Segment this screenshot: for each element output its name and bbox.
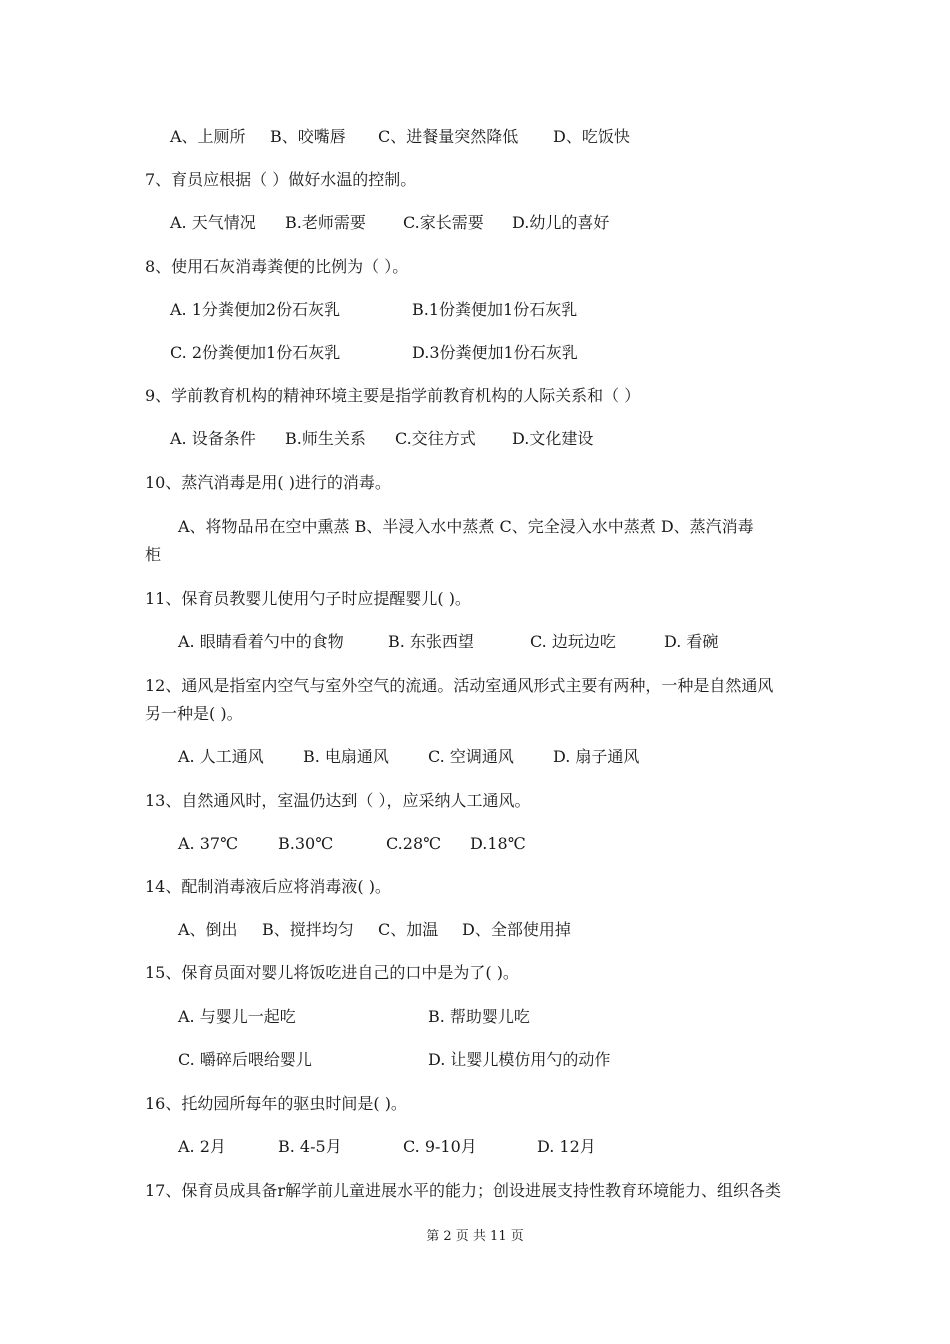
q8-option-d: D.3份粪便加1份石灰乳 <box>412 343 578 362</box>
q12-option-d: D. 扇子通风 <box>553 747 640 766</box>
q10-options-line2: 柜 <box>145 545 162 564</box>
q16-option-b: B. 4-5月 <box>278 1137 342 1156</box>
q7-option-b: B.老师需要 <box>285 213 366 232</box>
q13-option-c: C.28℃ <box>386 834 442 853</box>
page-number-footer: 第 2 页 共 11 页 <box>426 1229 524 1244</box>
q10-options-line1: A、将物品吊在空中熏蒸 B、半浸入水中蒸煮 C、完全浸入水中蒸煮 D、蒸汽消毒 <box>178 517 754 536</box>
q12-question-line2: 另一种是( )。 <box>145 704 243 723</box>
q10-question: 10、蒸汽消毒是用( )进行的消毒。 <box>145 473 391 492</box>
q7-question: 7、育员应根据（ ）做好水温的控制。 <box>145 170 417 189</box>
q15-question: 15、保育员面对婴儿将饭吃进自己的口中是为了( )。 <box>145 963 519 982</box>
q14-option-b: B、搅拌均匀 <box>262 920 354 939</box>
q7-option-d: D.幼儿的喜好 <box>512 213 610 232</box>
q14-option-d: D、全部使用掉 <box>462 920 571 939</box>
q14-option-c: C、加温 <box>378 920 439 939</box>
q6-option-b: B、咬嘴唇 <box>270 127 346 146</box>
q8-option-c: C. 2份粪便加1份石灰乳 <box>170 343 341 362</box>
q16-question: 16、托幼园所每年的驱虫时间是( )。 <box>145 1094 407 1113</box>
q11-option-a: A. 眼睛看着勺中的食物 <box>178 632 344 651</box>
q11-question: 11、保育员教婴儿使用勺子时应提醒婴儿( )。 <box>145 589 471 608</box>
q9-option-d: D.文化建设 <box>512 429 594 448</box>
q12-option-a: A. 人工通风 <box>178 747 264 766</box>
q14-question: 14、配制消毒液后应将消毒液( )。 <box>145 877 391 896</box>
q16-option-c: C. 9-10月 <box>403 1137 477 1156</box>
q6-option-c: C、进餐量突然降低 <box>378 127 519 146</box>
q8-option-a: A. 1分粪便加2份石灰乳 <box>170 300 341 319</box>
q12-question-line1: 12、通风是指室内空气与室外空气的流通。活动室通风形式主要有两种，一种是自然通风 <box>145 676 774 695</box>
q7-option-c: C.家长需要 <box>403 213 484 232</box>
q8-question: 8、使用石灰消毒粪便的比例为（ ）。 <box>145 257 409 276</box>
q15-option-b: B. 帮助婴儿吃 <box>428 1007 530 1026</box>
q6-option-d: D、吃饭快 <box>553 127 630 146</box>
q11-option-d: D. 看碗 <box>664 632 719 651</box>
q13-question: 13、自然通风时，室温仍达到（ ），应采纳人工通风。 <box>145 791 531 810</box>
q15-option-c: C. 嚼碎后喂给婴儿 <box>178 1050 312 1069</box>
q8-option-b: B.1份粪便加1份石灰乳 <box>412 300 578 319</box>
q16-option-a: A. 2月 <box>178 1137 226 1156</box>
q16-option-d: D. 12月 <box>537 1137 596 1156</box>
q7-option-a: A. 天气情况 <box>170 213 256 232</box>
q13-option-a: A. 37℃ <box>178 834 238 853</box>
q15-option-d: D. 让婴儿模仿用勺的动作 <box>428 1050 611 1069</box>
q11-option-c: C. 边玩边吃 <box>530 632 616 651</box>
q13-option-b: B.30℃ <box>278 834 334 853</box>
q15-option-a: A. 与婴儿一起吃 <box>178 1007 296 1026</box>
q14-option-a: A、倒出 <box>178 920 238 939</box>
q12-option-c: C. 空调通风 <box>428 747 514 766</box>
q9-option-c: C.交往方式 <box>395 429 476 448</box>
q9-option-a: A. 设备条件 <box>170 429 256 448</box>
q17-question: 17、保育员成具备r解学前儿童进展水平的能力；创设进展支持性教育环境能力、组织各类 <box>145 1181 782 1200</box>
q13-option-d: D.18℃ <box>470 834 526 853</box>
q12-option-b: B. 电扇通风 <box>303 747 389 766</box>
q6-option-a: A、上厕所 <box>170 127 246 146</box>
q9-question: 9、学前教育机构的精神环境主要是指学前教育机构的人际关系和（ ） <box>145 386 641 405</box>
q9-option-b: B.师生关系 <box>285 429 366 448</box>
q11-option-b: B. 东张西望 <box>388 632 474 651</box>
